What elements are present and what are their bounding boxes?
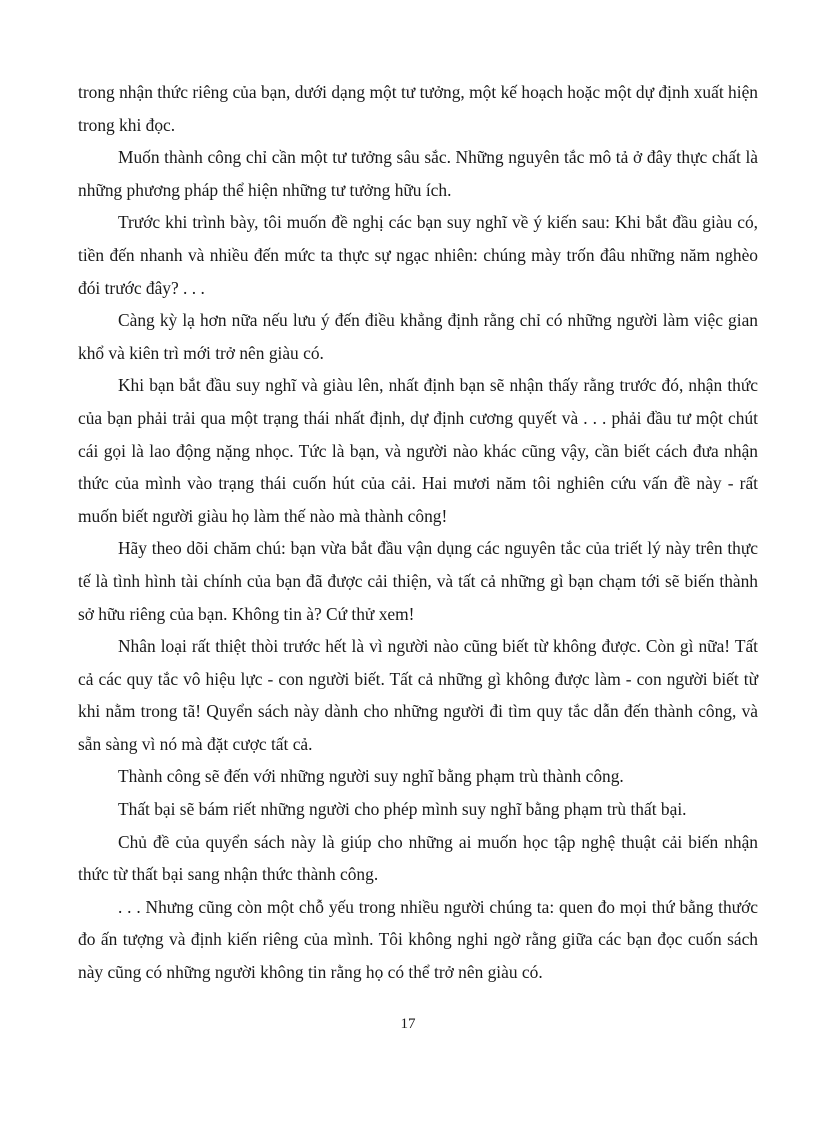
page-number: 17 [400, 1016, 416, 1032]
paragraph: Càng kỳ lạ hơn nữa nếu lưu ý đến điều khẳng định rằng chỉ có những người làm việc gian khổ và kiên trì mới trở nên giàu có. [78, 310, 758, 363]
paragraph: Hãy theo dõi chăm chú: bạn vừa bắt đầu vận dụng các nguyên tắc của triết lý này trên thực tế là tình hình tài chính của bạn đã được cải thiện, và tất cả những gì bạn chạm tới sẽ biến thành sở hữu riêng của bạn. Không tin à? Cứ thử xem! [78, 538, 758, 624]
paragraph: Thành công sẽ đến với những người suy nghĩ bằng phạm trù thành công. [118, 766, 624, 787]
paragraph: Khi bạn bắt đầu suy nghĩ và giàu lên, nhất định bạn sẽ nhận thấy rằng trước đó, nhận thức của bạn phải trải qua một trạng thái nhất định, dự định cương quyết và . . . phải đầu tư một chút cái gọi là lao động nặng nhọc. Tức là bạn, và người nào khác cũng vậy, cần biết cách đưa nhận thức của mình vào trạng thái cuốn hút của cải. Hai mươi năm tôi nghiên cứu vấn đề này - rất muốn biết người giàu họ làm thế nào mà thành công! [78, 375, 758, 526]
page-body [78, 76, 758, 989]
paragraph: Chủ đề của quyển sách này là giúp cho những ai muốn học tập nghệ thuật cải biến nhận thức từ thất bại sang nhận thức thành công. [78, 831, 758, 885]
paragraph-continuation: trong nhận thức riêng của bạn, dưới dạng một tư tưởng, một kế hoạch hoặc một dự định xuất hiện trong khi đọc. [78, 82, 758, 135]
paragraph: Trước khi trình bày, tôi muốn đề nghị các bạn suy nghĩ về ý kiến sau: Khi bắt đầu giàu có, tiền đến nhanh và nhiều đến mức ta thực sự ngạc nhiên: chúng mày trốn đâu những năm nghèo đói trước đây? . . . [78, 212, 758, 298]
paragraph: Nhân loại rất thiệt thòi trước hết là vì người nào cũng biết từ không được. Còn gì nữa! Tất cả các quy tắc vô hiệu lực - con người biết. Tất cả những gì không được làm - con người biết từ khi nằm trong tã! Quyển sách này dành cho những người đi tìm quy tắc dẫn đến thành công, và sẵn sàng vì nó mà đặt cược tất cả. [78, 636, 758, 754]
paragraph: Thất bại sẽ bám riết những người cho phép mình suy nghĩ bằng phạm trù thất bại. [118, 799, 687, 820]
paragraph: . . . Nhưng cũng còn một chỗ yếu trong nhiều người chúng ta: quen đo mọi thứ bằng thước đo ấn tượng và định kiến riêng của mình. Tôi không nghi ngờ rằng giữa các bạn đọc cuốn sách này cũng có những người không tin rằng họ có thể trở nên giàu có. [78, 896, 758, 983]
paragraph: Muốn thành công chỉ cần một tư tưởng sâu sắc. Những nguyên tắc mô tả ở đây thực chất là những phương pháp thể hiện những tư tưởng hữu ích. [78, 147, 758, 200]
